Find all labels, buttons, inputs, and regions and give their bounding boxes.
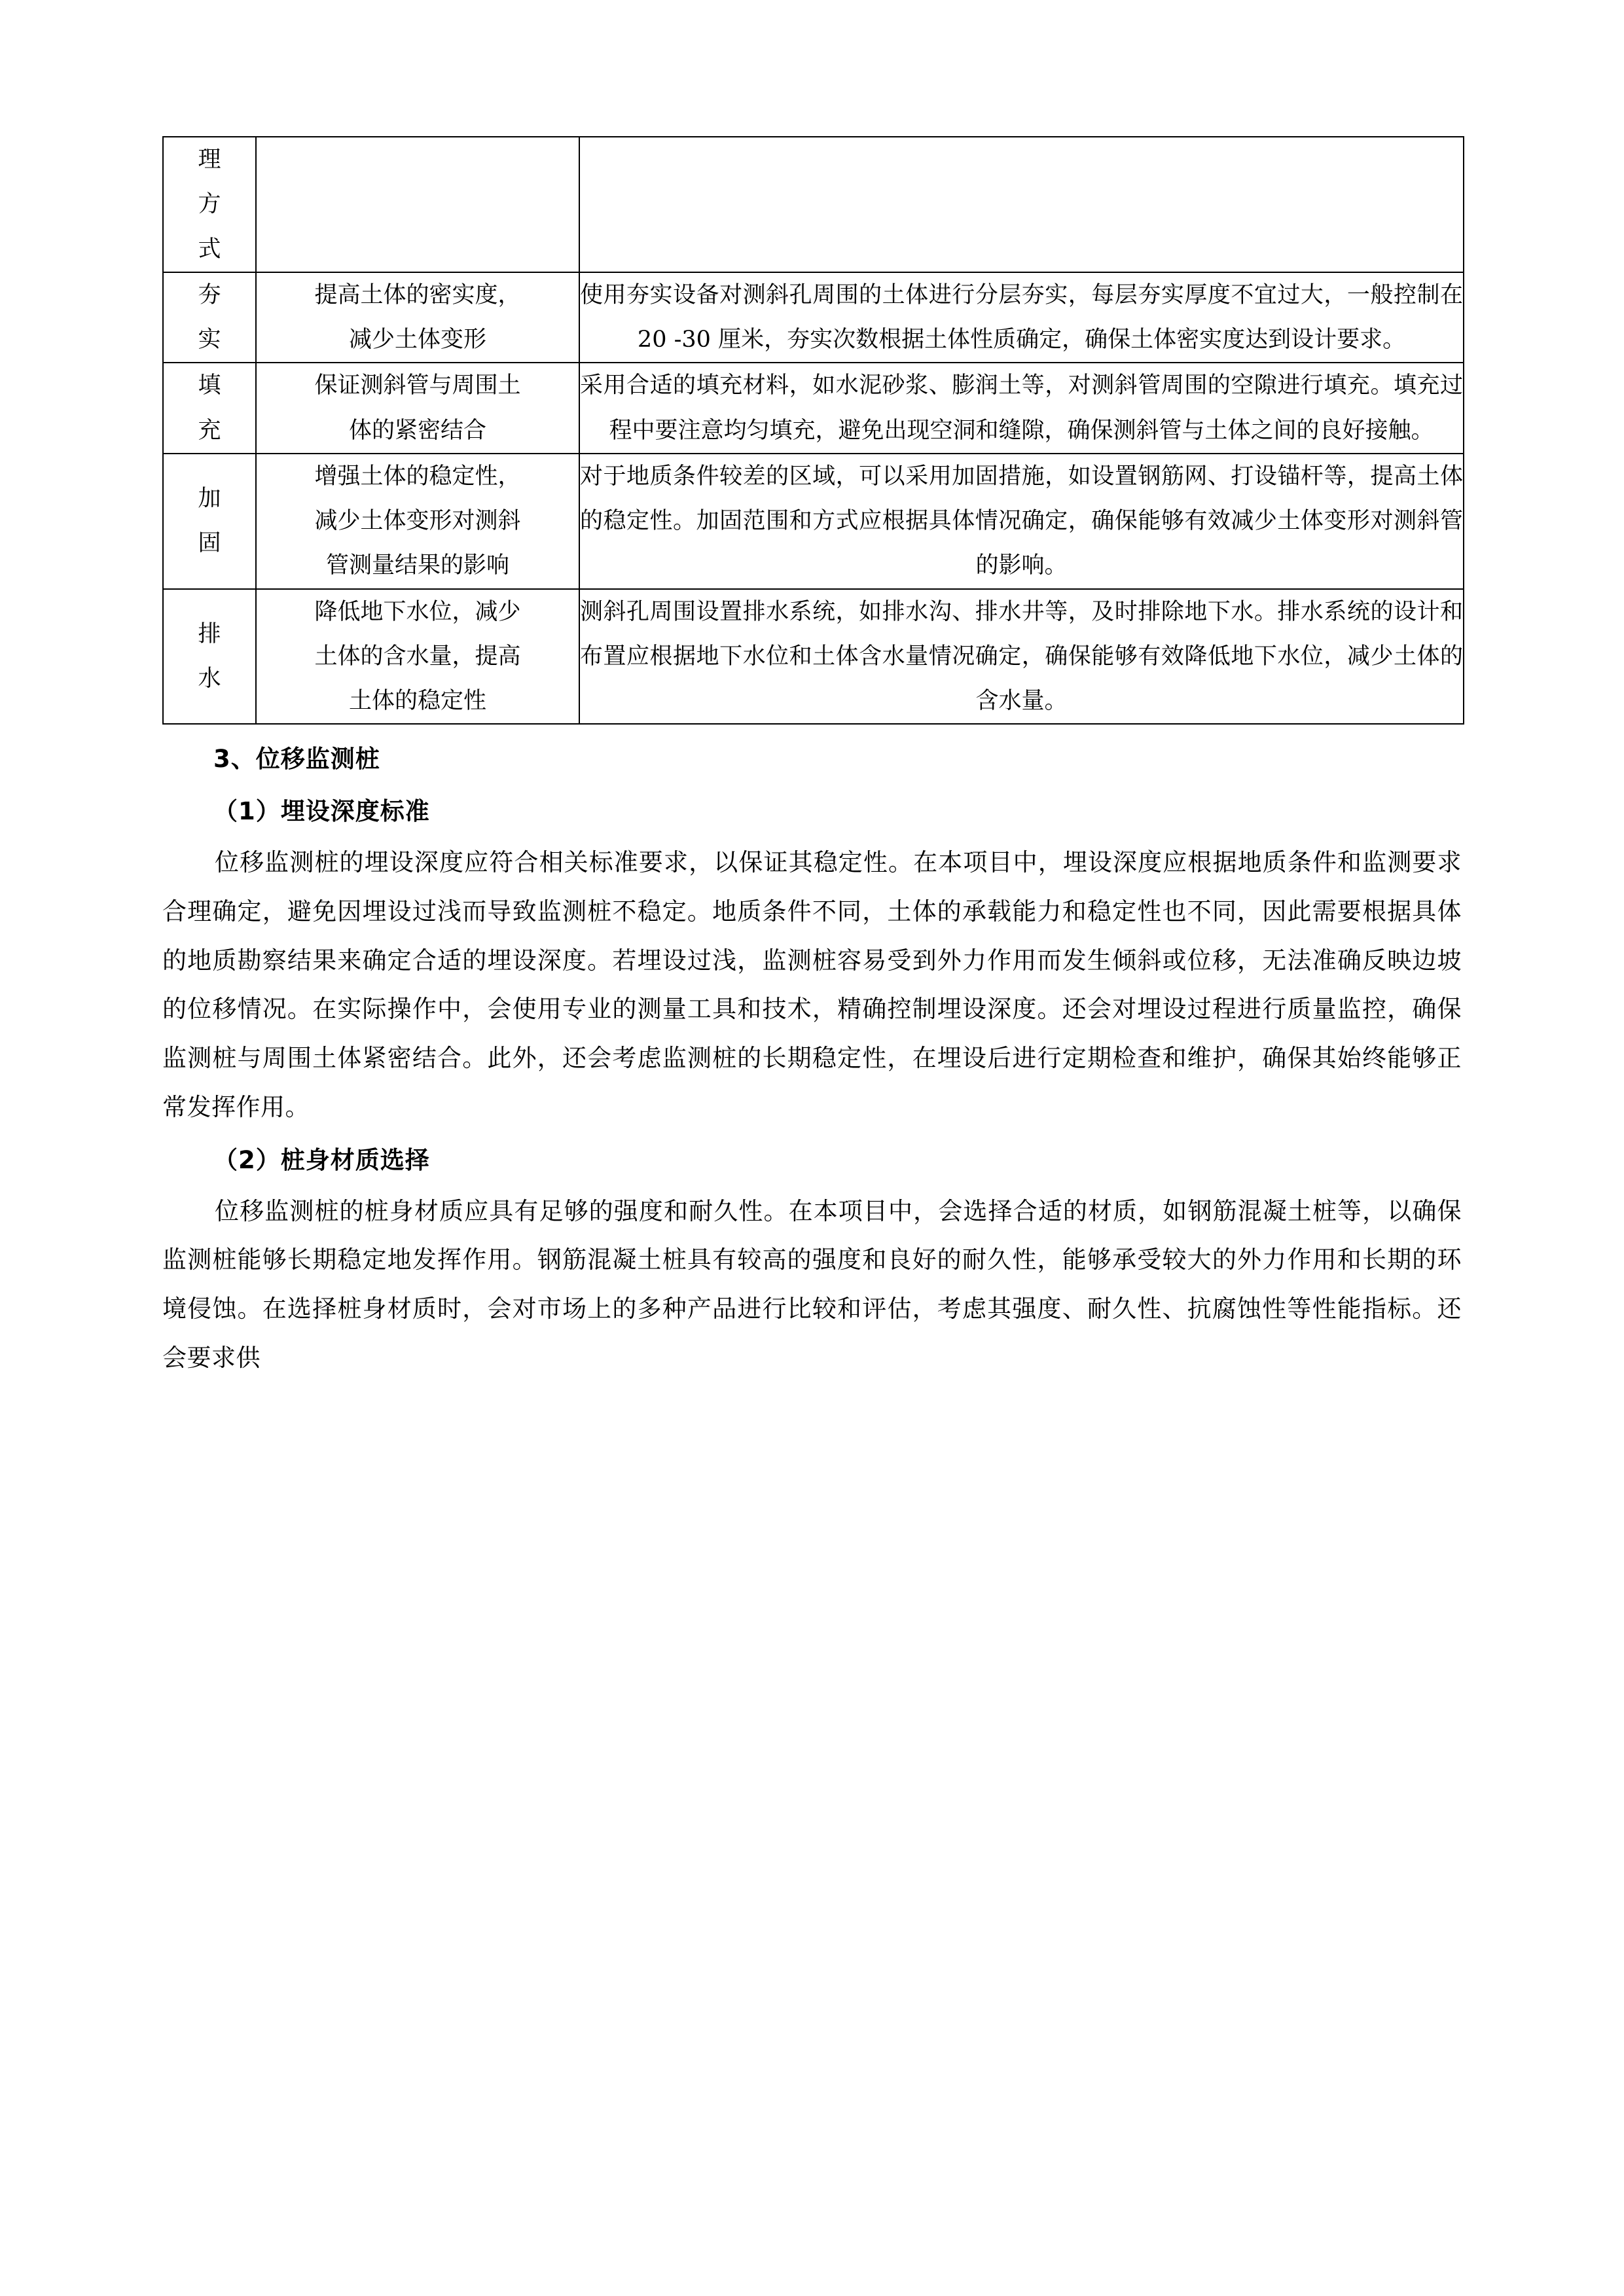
purpose-line: 降低地下水位，减少: [314, 598, 521, 625]
method-char: 夯: [198, 281, 221, 308]
table-row: [163, 137, 1464, 272]
table-cell-method: [163, 363, 256, 454]
purpose-line: 减少土体变形对测斜: [314, 508, 521, 534]
detail-text: 采用合适的填充材料，如水泥砂浆、膨润土等，对测斜管周围的空隙进行填充。填充过程中要注意均匀填充，避免出现空洞和缝隙，确保测斜管与土体之间的良好接触。: [580, 372, 1463, 444]
table-cell-detail: [579, 589, 1464, 725]
page-content: [162, 136, 1462, 1383]
purpose-line: 提高土体的密实度，: [314, 281, 521, 308]
method-vertical-text: [164, 273, 255, 363]
purpose-line: 土体的含水量，提高: [314, 643, 521, 670]
table-cell-method: [163, 454, 256, 589]
purpose-line: 土体的稳定性: [348, 688, 486, 714]
subsection-2-paragraph: 位移监测桩的桩身材质应具有足够的强度和耐久性。在本项目中，会选择合适的材质，如钢筋混凝土桩等，以确保监测桩能够长期稳定地发挥作用。钢筋混凝土桩具有较高的强度和良好的耐久性，能够承受较大的外力作用和长期的环境侵蚀。在选择桩身材质时，会对市场上的多种产品进行比较和评估，考虑其强度、耐久性、抗腐蚀性等性能指标。还会要求供: [162, 1196, 1462, 1372]
purpose-line: 减少土体变形: [348, 327, 486, 353]
table-body: [163, 137, 1464, 724]
detail-text: 使用夯实设备对测斜孔周围的土体进行分层夯实，每层夯实厚度不宜过大，一般控制在 20 -30 厘米，夯实次数根据土体性质确定，确保土体密实度达到设计要求。: [580, 281, 1463, 353]
method-char: 充: [198, 417, 221, 444]
purpose-lines: [257, 273, 579, 363]
table-row: [163, 589, 1464, 725]
subsection-1-paragraph: 位移监测桩的埋设深度应符合相关标准要求，以保证其稳定性。在本项目中，埋设深度应根据地质条件和监测要求合理确定，避免因埋设过浅而导致监测桩不稳定。地质条件不同，土体的承载能力和稳定性也不同，因此需要根据具体的地质勘察结果来确定合适的埋设深度。若埋设过浅，监测桩容易受到外力作用而发生倾斜或位移，无法准确反映边坡的位移情况。在实际操作中，会使用专业的测量工具和技术，精确控制埋设深度。还会对埋设过程进行质量监控，确保监测桩与周围土体紧密结合。此外，还会考虑监测桩的长期稳定性，在埋设后进行定期检查和维护，确保其始终能够正常发挥作用。: [162, 848, 1462, 1121]
table-cell-method: [163, 272, 256, 363]
purpose-line: 保证测斜管与周围土: [314, 372, 521, 399]
table-cell-purpose: [256, 363, 579, 454]
detail-text: 对于地质条件较差的区域，可以采用加固措施，如设置钢筋网、打设锚杆等，提高土体的稳定性。加固范围和方式应根据具体情况确定，确保能够有效减少土体变形对测斜管的影响。: [580, 463, 1463, 579]
purpose-line: 增强土体的稳定性，: [314, 463, 521, 490]
purpose-line: 体的紧密结合: [348, 417, 486, 444]
table-row: [163, 272, 1464, 363]
detail-text: 测斜孔周围设置排水系统，如排水沟、排水井等，及时排除地下水。排水系统的设计和布置应根据地下水位和土体含水量情况确定，确保能够有效降低地下水位，减少土体的含水量。: [580, 598, 1463, 714]
table-cell-purpose: [256, 454, 579, 589]
purpose-line: 管测量结果的影响: [325, 552, 509, 579]
table-cell-purpose: [256, 272, 579, 363]
method-vertical-text: [164, 612, 255, 702]
section-heading: 3、位移监测桩: [213, 745, 380, 774]
table-row: [163, 363, 1464, 454]
method-char: 加: [198, 485, 221, 512]
method-char: 填: [198, 372, 221, 399]
table-cell-purpose: [256, 137, 579, 272]
table-cell-detail: [579, 363, 1464, 454]
method-char: 实: [198, 327, 221, 353]
purpose-lines: [257, 454, 579, 588]
table-cell-purpose: [256, 589, 579, 725]
table-cell-detail: [579, 137, 1464, 272]
table-cell-method: [163, 589, 256, 725]
table-cell-detail: [579, 272, 1464, 363]
method-vertical-text: [164, 137, 255, 272]
method-char: 排: [198, 620, 221, 647]
soil-treatment-table: [162, 136, 1464, 725]
method-char: 固: [198, 530, 221, 557]
subsection-2-heading: （2）桩身材质选择: [213, 1145, 430, 1174]
table-row: [163, 454, 1464, 589]
purpose-lines: [257, 590, 579, 724]
method-char: 式: [198, 236, 221, 262]
table-cell-detail: [579, 454, 1464, 589]
method-char: 理: [198, 147, 221, 173]
method-char: 水: [198, 665, 221, 692]
method-vertical-text: [164, 476, 255, 566]
table-cell-method: [163, 137, 256, 272]
method-char: 方: [198, 191, 221, 218]
purpose-lines: [257, 363, 579, 453]
subsection-1-heading: （1）埋设深度标准: [213, 797, 430, 826]
method-vertical-text: [164, 363, 255, 453]
